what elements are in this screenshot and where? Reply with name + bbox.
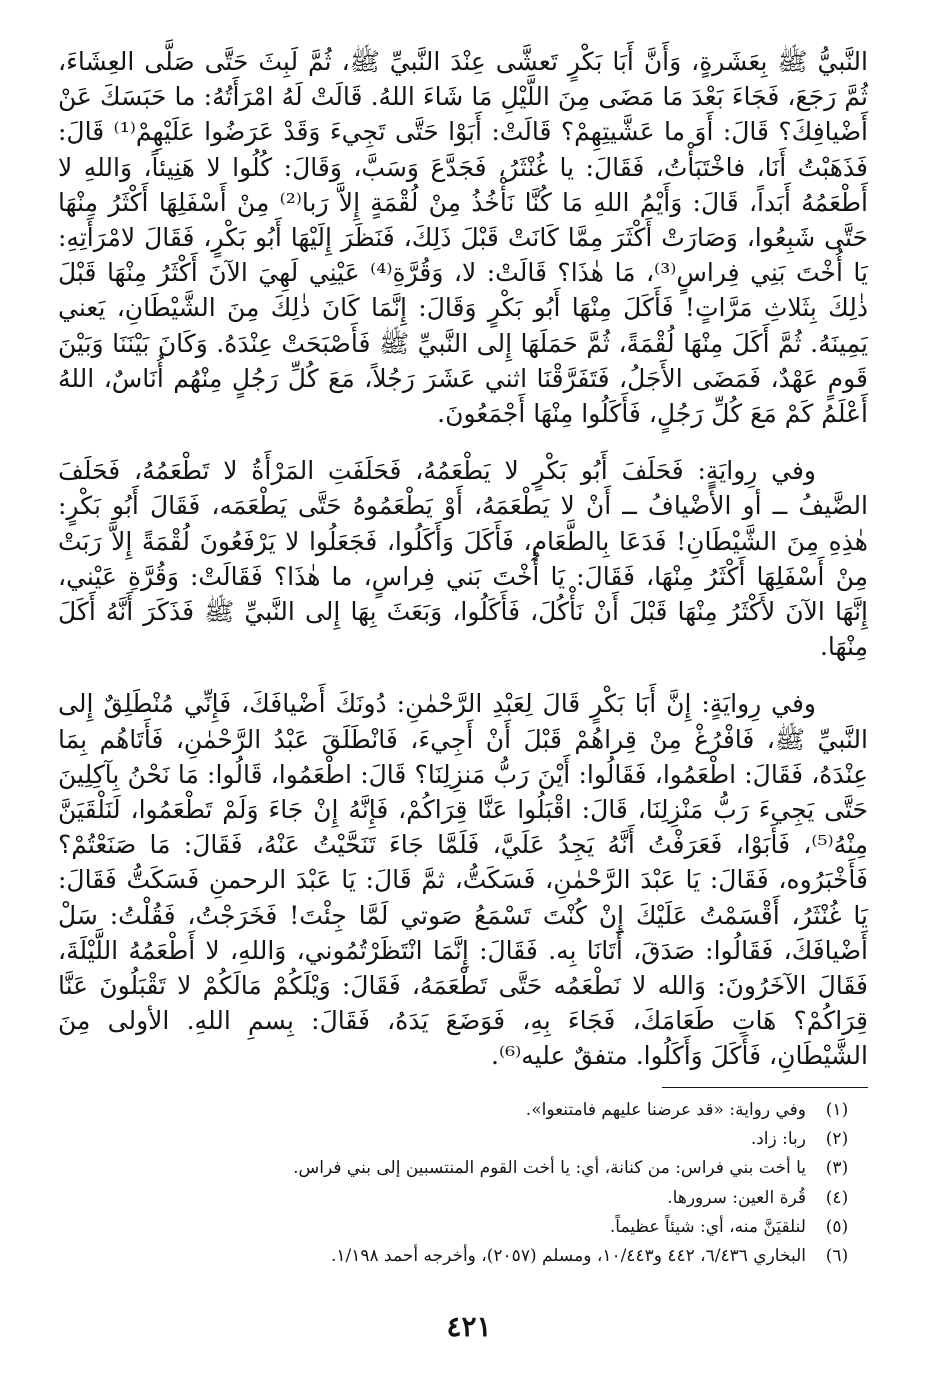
footnote-divider: [662, 1087, 868, 1088]
footnote: [58, 1125, 868, 1154]
footnote-number: (٢): [825, 1129, 849, 1150]
footnote-text: يا أخت بني فراس: من كنانة، أي: يا أخت القوم المنتسبين إلى بني فراس.: [293, 1158, 806, 1179]
footnotes: [58, 1096, 868, 1271]
footnote-text: ربا: زاد.: [750, 1129, 806, 1150]
footnote-number: (٤): [825, 1187, 849, 1208]
paragraph-1: النَّبيُّ ﷺ بِعَشَرةٍ، وَأَنَّ أَبَا بَكْرٍ تَعشَّى عِنْدَ النَّبيِّ ﷺ، ثُمَّ لَبِثَ حَتَّى صَلَّى العِشَاءَ، ثُمَّ رَجَعَ، فَجَاءَ بَعْدَ مَا مَضَى مِنَ اللَّيْلِ مَا شَاءَ اللهُ. قَالَتْ لَهُ امْرَأَتُهُ: ما حَبَسَكَ عَنْ أَضْيافِكَ؟ قَالَ: أَوَ ما عَشَّيتِهِمْ؟ قَالَتْ: أَبَوْا حَتَّى تَجِيءَ وَقَدْ عَرَضُوا عَلَيْهِمْ⁽¹⁾ قَالَ: فَذَهَبْتُ أَنَا، فاخْتَبَأْتُ، فَقَالَ: يا غُنْثَرُ، فَجَدَّعَ وَسَبَّ، وَقَالَ: كُلُوا لا هَنِيئاً، وَاللهِ لا أَطْعَمُهُ أَبَداً، قَالَ: وَأَيْمُ اللهِ مَا كُنَّا نَأْخُذُ مِنْ لُقْمَةٍ إِلاَّ رَبا⁽²⁾ مِنْ أَسْفَلِهَا أَكْثَرُ مِنْهَا حَتَّى شَبِعُوا، وَصَارَتْ أَكْثَرَ مِمَّا كَانَتْ قَبْلَ ذَلِكَ، فَنَظَرَ إِلَيْهَا أَبُو بَكْرٍ، فَقَالَ لامْرَأَتِهِ: يَا أُخْتَ بَنِي فِراسٍ⁽³⁾، مَا هٰذَا؟ قَالَتْ: لا، وَقُرَّةِ⁽⁴⁾ عَيْنِي لَهِيَ الآنَ أَكْثَرُ مِنْهَا قَبْلَ ذٰلِكَ بِثَلاثِ مَرَّاتٍ! فَأَكَلَ مِنْهَا أَبُو بَكْرٍ وَقَالَ: إِنَّمَا كَانَ ذٰلِكَ مِنَ الشَّيْطَانِ، يَعني يَمِينَهُ. ثُمَّ أَكَلَ مِنْهَا لُقْمَةً، ثُمَّ حَمَلَهَا إِلى النَّبيِّ ﷺ فَأَصْبَحَتْ عِنْدَهُ. وَكَانَ بَيْنَنَا وَبَيْنَ قَومٍ عَهْدٌ، فَمَضَى الأَجَلُ، فَتَفَرَّقْنَا اثني عَشَرَ رَجُلاً، مَعَ كُلِّ رَجُلٍ مِنْهُم أُنَاسٌ، اللهُ أَعْلَمُ كَمْ مَعَ كُلِّ رَجُلٍ، فَأَكَلُوا مِنْهَا أَجْمَعُونَ.: [58, 47, 868, 429]
paragraph-3: وفي رِوايَةٍ: إِنَّ أَبَا بَكْرٍ قَالَ لِعَبْدِ الرَّحْمٰنِ: دُونَكَ أَضْيافَكَ، فَإِنِّي مُنْطَلِقٌ إِلى النَّبيِّ ﷺ، فَافْرُغْ مِنْ قِراهُمْ قَبْلَ أَنْ أَجِيءَ، فَانْطَلَقَ عَبْدُ الرَّحْمٰنِ، فَأَتَاهُم بِمَا عِنْدَهُ، فَقَالَ: اطْعَمُوا، فَقَالُوا: أَيْنَ رَبُّ مَنزِلِنَا؟ قَالَ: اطْعَمُوا، قَالُوا: مَا نَحْنُ بِآكِلِينَ حَتَّى يَجِيءَ رَبُّ مَنْزِلِنَا، قَالَ: اقْبَلُوا عَنَّا قِرَاكُمْ، فَإِنَّهُ إِنْ جَاءَ وَلَمْ تَطْعَمُوا، لَنَلْقَيَنَّ مِنْهُ⁽⁵⁾، فَأَبَوْا، فَعَرَفْتُ أَنَّهُ يَجِدُ عَلَيَّ، فَلَمَّا جَاءَ تَنَحَّيْتُ عَنْهُ، فَقَالَ: مَا صَنَعْتُمْ؟ فَأَخْبَرُوه، فَقَالَ: يَا عَبْدَ الرَّحْمٰنِ، فَسَكَتُّ، ثمَّ قَالَ: يَا عَبْدَ الرحمنِ فَسَكَتُّ فَقَالَ: يَا غُنْثَرُ، أَقْسَمْتُ عَلَيْكَ إِنْ كُنْتَ تَسْمَعُ صَوتي لَمَّا جِئْتَ! فَخَرَجْتُ، فَقُلْتُ: سَلْ أَضْيافَكَ، فَقَالُوا: صَدَقَ، أَتَانَا بِه. فَقَالَ: إِنَّمَا انْتَظَرْتُمُوني، وَاللهِ، لا أَطْعَمُهُ اللَّيْلَةَ، فَقَالَ الآخَرُونَ: وَالله لا نَطْعَمُه حَتَّى تَطْعَمَهُ، فَقَالَ: وَيْلَكُمْ مَالَكُمْ لا تَقْبَلُونَ عَنَّا قِرَاكُمْ؟ هَاتِ طَعَامَكَ، فَجَاءَ بِهِ، فَوَضَعَ يَدَهُ، فَقَالَ: بِسمِ اللهِ. الأولى مِنَ الشَّيْطَانِ، فَأَكَلَ وَأَكَلُوا. متفقٌ عليه⁽⁶⁾.: [58, 689, 868, 1071]
footnote-text: قُرة العين: سرورها.: [667, 1187, 806, 1208]
footnote-number: (١): [825, 1100, 849, 1120]
footnote: [58, 1096, 868, 1125]
footnote-text: لنلقيَنَّ منه، أي: شيئاً عظيماً.: [609, 1216, 806, 1237]
footnote-text: وفي رواية: «قد عرضنا عليهم فامتنعوا».: [525, 1100, 806, 1120]
footnote-text: البخاري ٦/٤٣٦، ٤٤٢ و١٠/٤٤٣، ومسلم (٢٠٥٧)، وأخرجه أحمد ١/١٩٨.: [330, 1245, 806, 1266]
paragraph-2: وفي رِوايَةٍ: فَحَلَفَ أَبُو بَكْرٍ لا يَطْعَمُهُ، فَحَلَفَتِ المَرْأَةُ لا تَطْعَمُهُ، فَحَلَفَ الضَّيفُ ــ أو الأَضْيافُ ــ أَنْ لا يَطْعَمَهُ، أَوْ يَطْعَمُوهُ حَتَّى يَطْعَمَه، فَقَالَ أَبُو بَكْرٍ: هٰذِهِ مِنَ الشَّيْطَانِ! فَدَعَا بِالطَّعَامِ، فَأَكَلَ وَأَكَلُوا، فَجَعَلُوا لا يَرْفَعُونَ لُقْمَةً إِلاَّ رَبَتْ مِنْ أَسْفَلِهَا أَكْثَرُ مِنْهَا، فَقَالَ: يَا أُخْتَ بَني فِراسٍ، ما هٰذَا؟ فَقَالَتْ: وَقُرَّةِ عَيْني، إِنَّهَا الآنَ لأَكْثَرُ مِنْهَا قَبْلَ أَنْ نَأْكُلَ، فَأَكَلُوا، وَبَعَثَ بِهَا إِلى النَّبيِّ ﷺ فَذَكَرَ أَنَّهُ أَكَلَ مِنْهَا.: [58, 456, 868, 662]
page-number: ٤٢١: [446, 1310, 492, 1343]
footnote: [58, 1154, 868, 1183]
footnote-number: (٦): [825, 1245, 849, 1266]
footnote-number: (٥): [825, 1216, 849, 1237]
footnote: [58, 1184, 868, 1213]
main-text: [58, 44, 868, 1074]
footnote-number: (٣): [825, 1158, 849, 1179]
footnote: [58, 1213, 868, 1242]
footnote: [58, 1242, 868, 1271]
